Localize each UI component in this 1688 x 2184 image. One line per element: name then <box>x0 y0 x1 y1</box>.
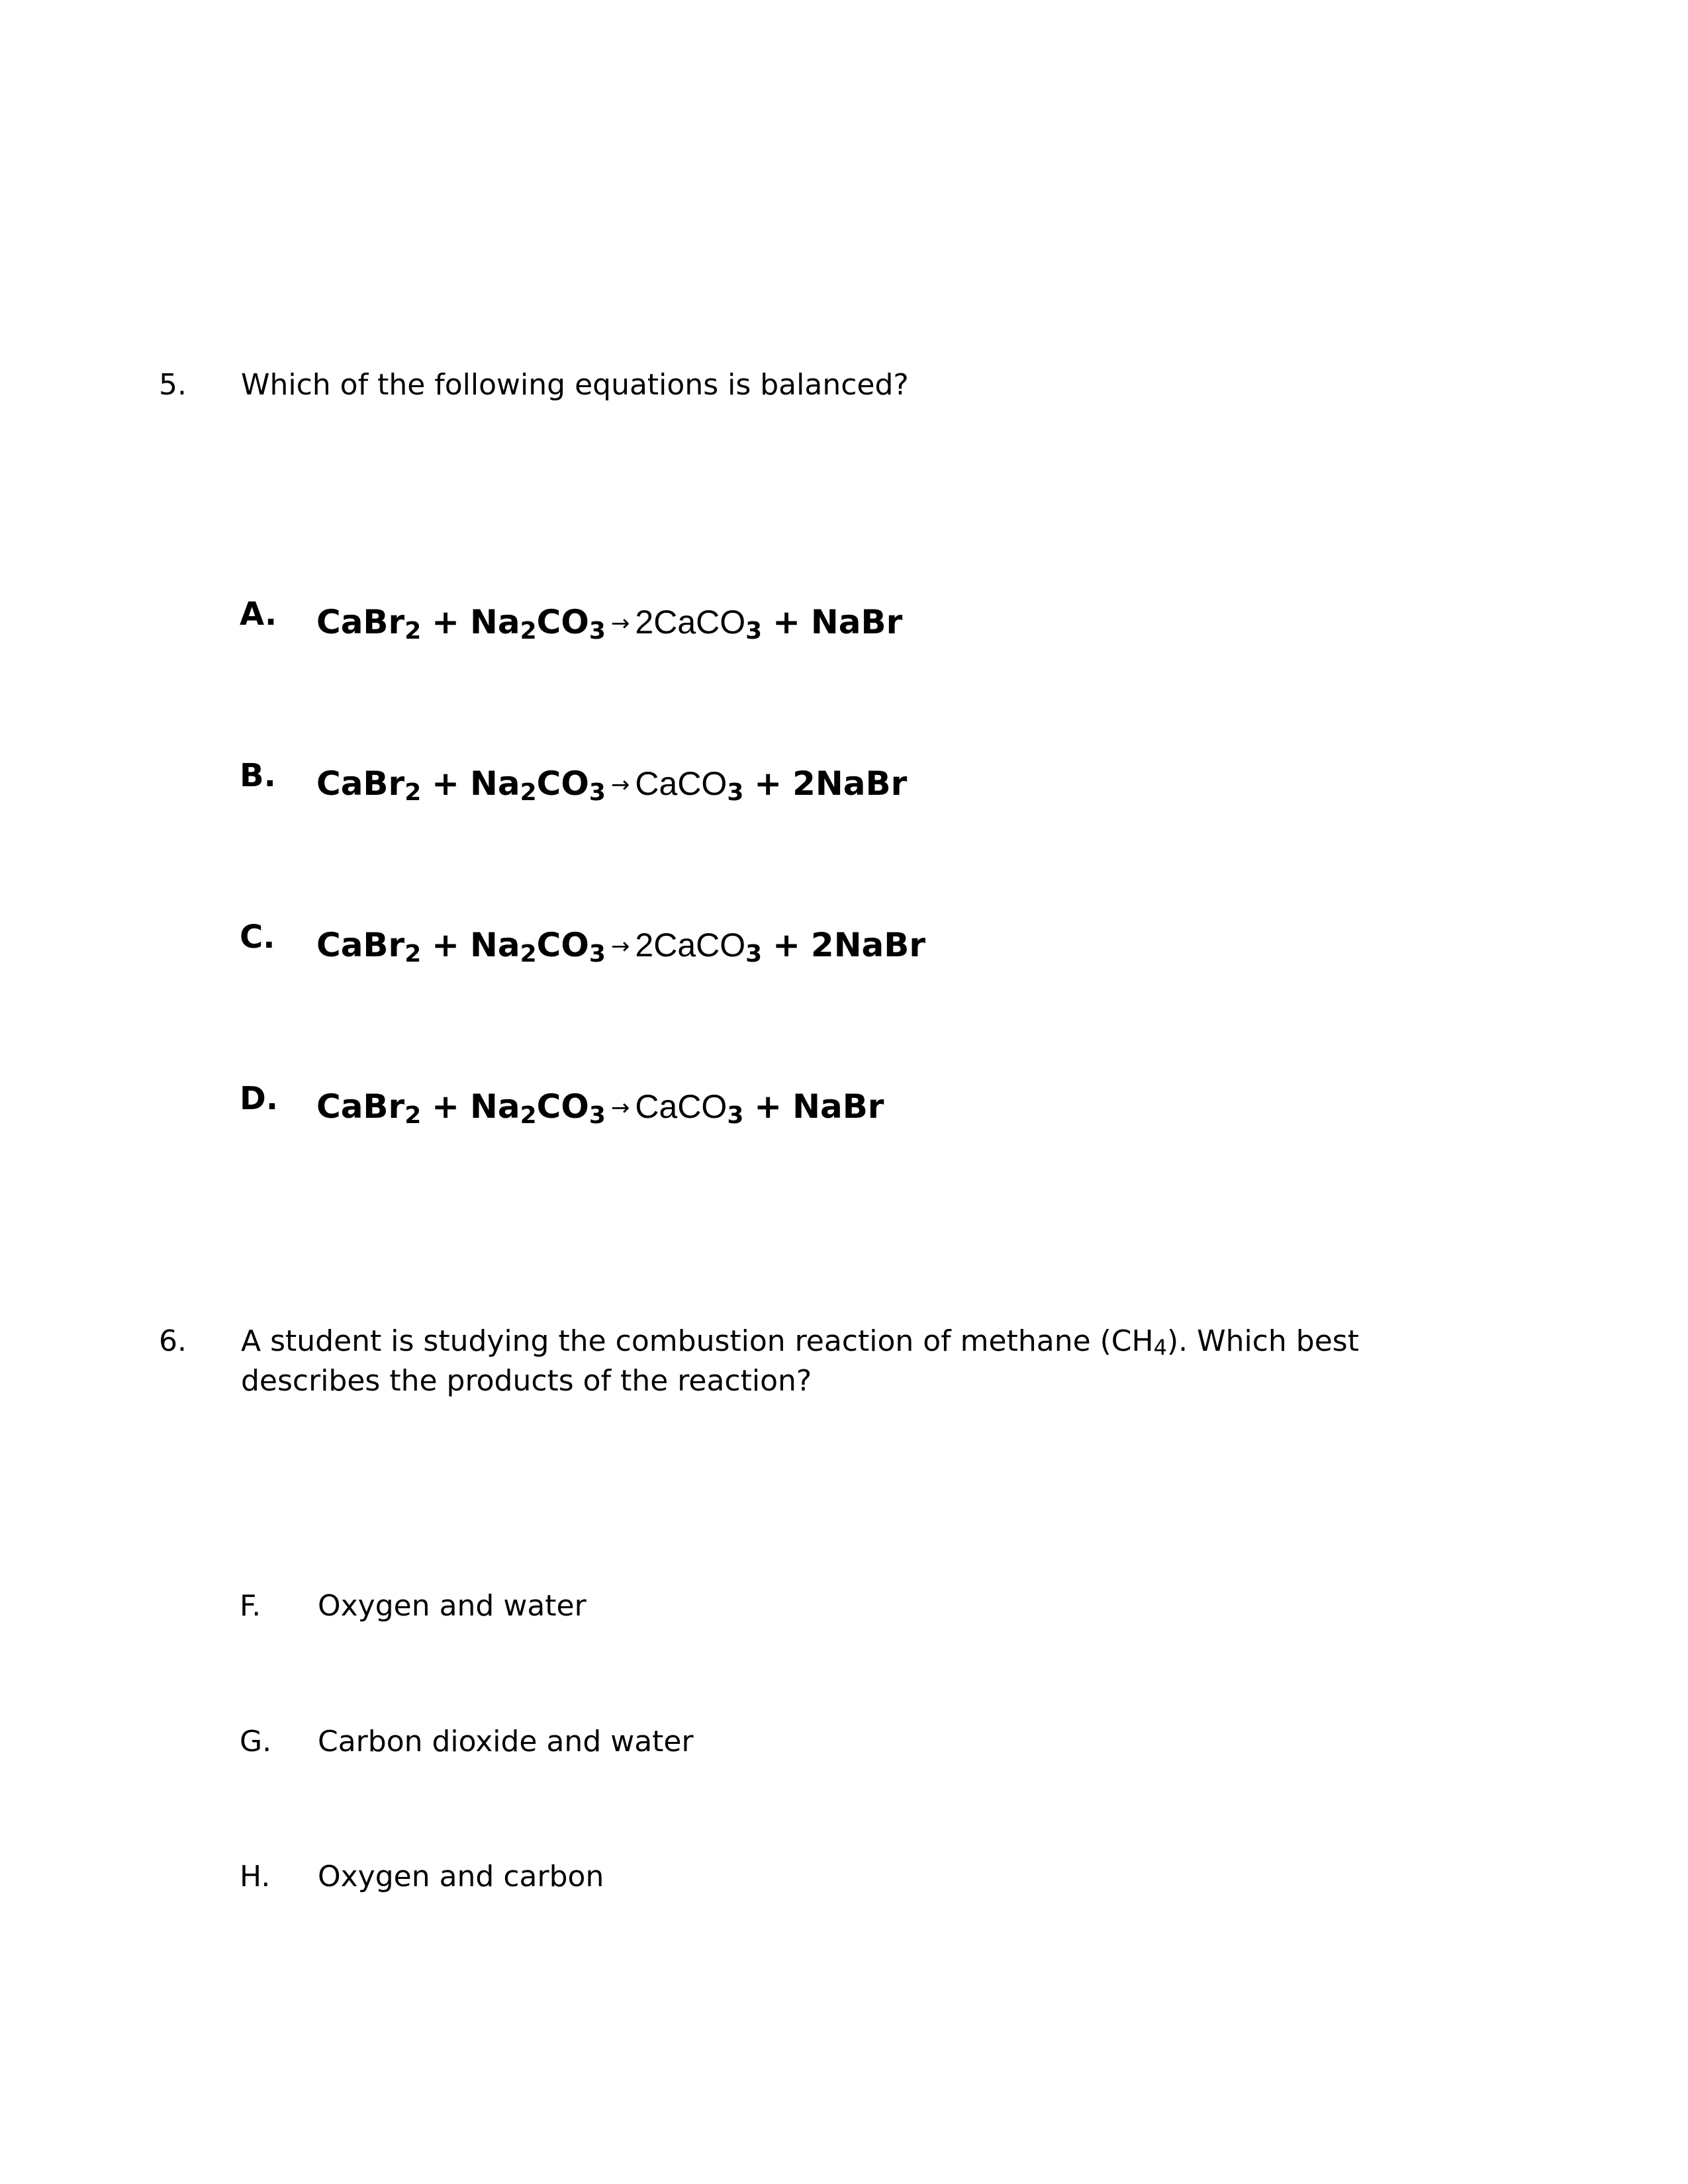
plus-sign: + <box>432 1087 460 1126</box>
reactant-1-subscript: 2 <box>404 1102 422 1129</box>
reactant-2-part-b: CO <box>536 926 589 964</box>
reactant-1-subscript: 2 <box>404 940 422 968</box>
reactant-2-subscript-1: 2 <box>520 940 537 968</box>
reactant-2-subscript-2: 3 <box>588 940 606 968</box>
option-c-letter: C. <box>240 919 275 956</box>
option-a-letter: A. <box>240 596 277 633</box>
plus-sign: + <box>754 764 782 803</box>
option-c-equation <box>316 922 925 970</box>
plus-sign: + <box>773 603 801 641</box>
reactant-1: CaBr <box>316 926 405 964</box>
product-1-subscript: 3 <box>745 617 763 645</box>
question-6-number: 6. <box>159 1324 187 1358</box>
reactant-2-part-b: CO <box>536 1087 589 1126</box>
option-g-letter: G. <box>240 1725 272 1758</box>
option-b-letter: B. <box>240 757 276 794</box>
product-1-subscript: 3 <box>727 779 744 806</box>
product-1-subscript: 3 <box>727 1102 744 1129</box>
reaction-arrow: → <box>610 933 630 960</box>
reactant-2-part-a: Na <box>469 926 520 964</box>
question-6-line-2: describes the products of the reaction? <box>241 1364 812 1398</box>
reactant-1-subscript: 2 <box>404 617 422 645</box>
question-5-text: Which of the following equations is balanced? <box>241 368 909 402</box>
plus-sign: + <box>432 764 460 803</box>
plus-sign: + <box>432 926 460 964</box>
reactant-2-part-a: Na <box>469 764 520 803</box>
option-h-letter: H. <box>240 1860 271 1893</box>
plus-sign: + <box>754 1087 782 1126</box>
product-1: CaCO <box>635 1088 727 1125</box>
product-2: 2NaBr <box>810 926 926 964</box>
question-5-number: 5. <box>159 368 187 402</box>
plus-sign: + <box>773 926 801 964</box>
reaction-arrow: → <box>610 1095 630 1121</box>
product-1: 2CaCO <box>635 927 746 964</box>
reactant-2-part-a: Na <box>469 1087 520 1126</box>
reactant-2-part-a: Na <box>469 603 520 641</box>
option-f-letter: F. <box>240 1589 261 1623</box>
reactant-2-subscript-2: 3 <box>588 779 606 806</box>
reactant-2-part-b: CO <box>536 603 589 641</box>
option-h-text: Oxygen and carbon <box>318 1860 604 1893</box>
product-1: 2CaCO <box>635 604 746 641</box>
question-6-line-1-start: A student is studying the combustion reaction of methane (CH <box>241 1324 1154 1358</box>
option-b-equation <box>316 760 907 808</box>
plus-sign: + <box>432 603 460 641</box>
option-f-text: Oxygen and water <box>318 1589 586 1623</box>
reactant-1: CaBr <box>316 603 405 641</box>
methane-subscript: 4 <box>1153 1335 1167 1360</box>
product-1: CaCO <box>635 765 727 802</box>
reactant-1-subscript: 2 <box>404 779 422 806</box>
product-2: NaBr <box>810 603 903 641</box>
option-a-equation <box>316 599 902 647</box>
reactant-2-part-b: CO <box>536 764 589 803</box>
reactant-1: CaBr <box>316 764 405 803</box>
reactant-2-subscript-1: 2 <box>520 779 537 806</box>
reactant-2-subscript-1: 2 <box>520 617 537 645</box>
product-2: 2NaBr <box>792 764 908 803</box>
option-d-equation <box>316 1083 884 1131</box>
reaction-arrow: → <box>610 772 630 798</box>
question-6-text <box>241 1322 1366 1401</box>
question-6-line-1-end: ). Which best <box>1166 1324 1359 1358</box>
option-d-letter: D. <box>240 1080 279 1117</box>
reaction-arrow: → <box>610 610 630 637</box>
reactant-2-subscript-2: 3 <box>588 1102 606 1129</box>
product-2: NaBr <box>792 1087 884 1126</box>
question-6-line-1 <box>241 1322 1366 1361</box>
reactant-1: CaBr <box>316 1087 405 1126</box>
option-g-text: Carbon dioxide and water <box>318 1725 694 1758</box>
reactant-2-subscript-1: 2 <box>520 1102 537 1129</box>
product-1-subscript: 3 <box>745 940 763 968</box>
reactant-2-subscript-2: 3 <box>588 617 606 645</box>
